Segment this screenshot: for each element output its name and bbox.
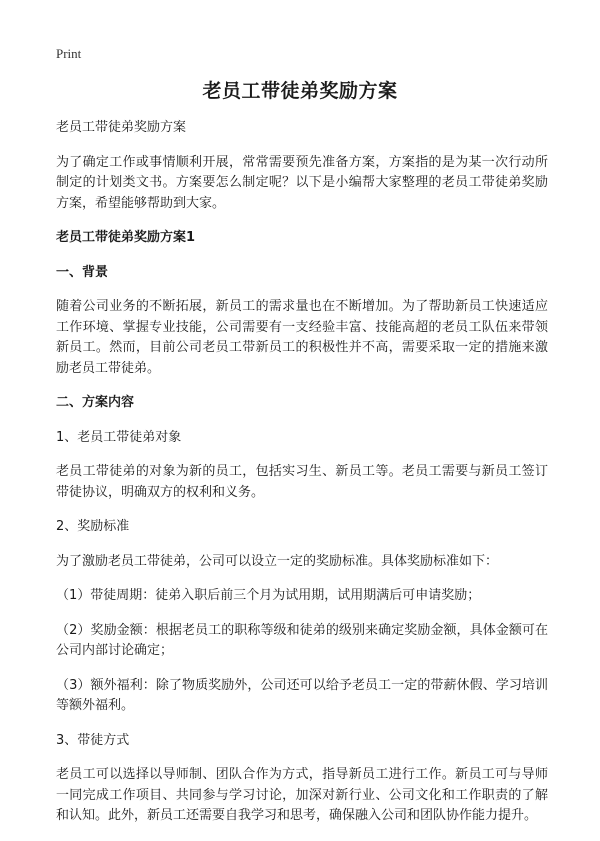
intro-paragraph: 为了确定工作或事情顺利开展，常常需要预先准备方案，方案指的是为某一次行动所制定的计划类文书。方案要怎么制定呢？以下是小编帮大家整理的老员工带徒弟奖励方案，希望能够帮助到大家。 <box>56 154 548 211</box>
item2-sub3: （3）额外福利：除了物质奖励外，公司还可以给予老员工一定的带薪休假、学习培训等额外福利。 <box>56 677 548 713</box>
item2-heading: 2、奖励标准 <box>56 519 130 534</box>
item2-sub1: （1）带徒周期：徒弟入职后前三个月为试用期，试用期满后可申请奖励； <box>56 588 481 603</box>
item2-paragraph: 为了激励老员工带徒弟，公司可以设立一定的奖励标准。具体奖励标准如下： <box>56 553 499 569</box>
page-title: 老员工带徒弟奖励方案 <box>202 80 398 102</box>
item2-sub2: （2）奖励金额：根据老员工的职称等级和徒弟的级别来确定奖励金额，具体金额可在公司内部讨论确定； <box>56 622 548 658</box>
print-link[interactable]: Print <box>56 46 82 61</box>
background-paragraph: 随着公司业务的不断拓展，新员工的需求量也在不断增加。为了帮助新员工快速适应工作环境、掌握专业技能，公司需要有一支经验丰富、技能高超的老员工队伍来带领新员工。然而，目前公司老员工带新员工的积极性并不高，需要采取一定的措施来激励老员工带徒弟。 <box>56 299 548 376</box>
background-heading: 一、背景 <box>56 264 109 280</box>
item1-heading: 1、老员工带徒弟对象 <box>56 429 182 445</box>
item3-heading: 3、带徒方式 <box>56 732 130 748</box>
item3-paragraph: 老员工可以选择以导师制、团队合作为方式，指导新员工进行工作。新员工可与导师一同完成工作项目、共同参与学习讨论，加深对新行业、公司文化和工作职责的了解和认知。此外，新员工还需要自我学习和思考，确保融入公司和团队协作能力提升。 <box>56 767 548 823</box>
document-body <box>56 118 548 841</box>
section-heading: 老员工带徒弟奖励方案1 <box>56 230 196 245</box>
subtitle: 老员工带徒弟奖励方案 <box>56 120 187 135</box>
content-heading: 二、方案内容 <box>56 395 135 410</box>
item1-paragraph: 老员工带徒弟的对象为新的员工，包括实习生、新员工等。老员工需要与新员工签订带徒协议，明确双方的权利和义务。 <box>56 464 548 500</box>
